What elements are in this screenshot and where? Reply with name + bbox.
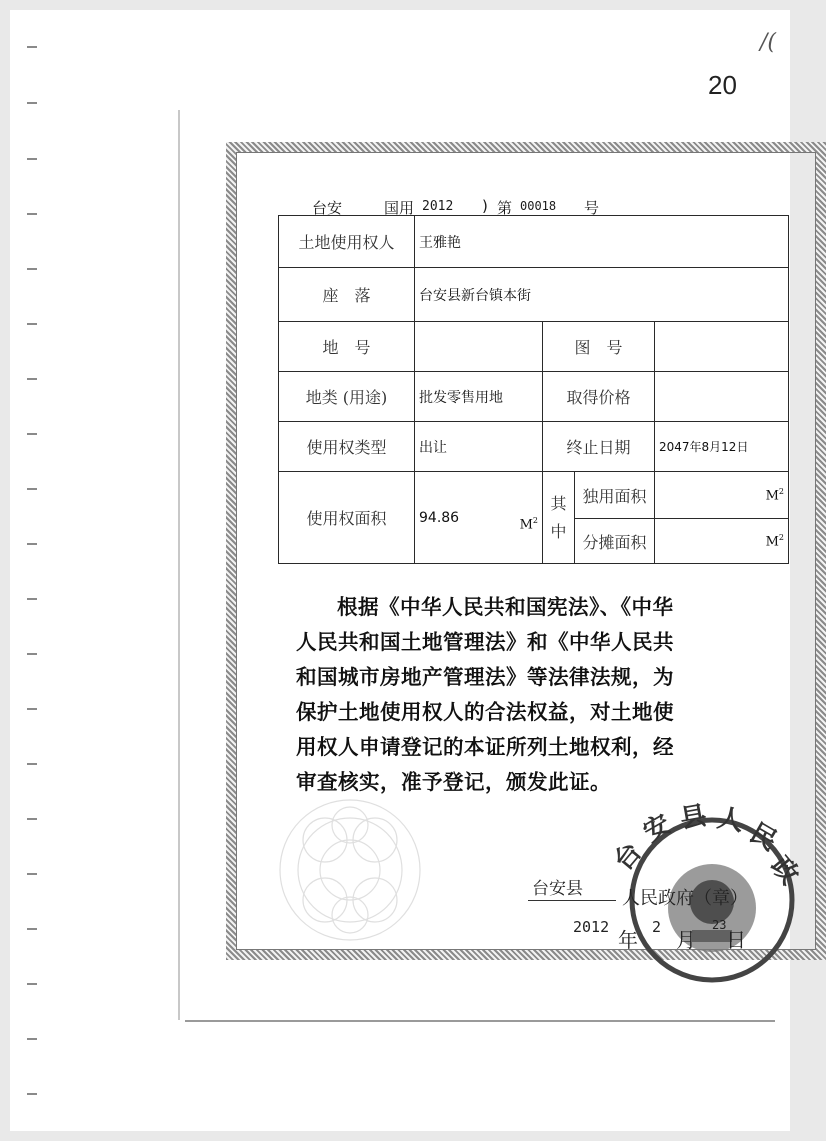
- holder-label: 土地使用权人: [279, 216, 415, 268]
- watermark-emblem: [270, 790, 430, 950]
- issue-month-cn: 月: [676, 928, 696, 952]
- map-no-label: 图 号: [543, 322, 655, 372]
- issue-year: 2012: [573, 918, 610, 936]
- statement-line: 根据《中华人民共和国宪法》、《中华: [337, 595, 674, 619]
- map-no-value: [655, 322, 789, 372]
- margin-tick: [27, 433, 37, 435]
- svg-text:安: 安: [638, 809, 677, 849]
- price-label: 取得价格: [543, 372, 655, 422]
- end-date-label: 终止日期: [543, 422, 655, 472]
- bottom-rule: [185, 1020, 775, 1022]
- land-type-value: 批发零售用地: [415, 372, 543, 422]
- cert-paren: ): [482, 197, 488, 215]
- svg-text:人: 人: [714, 803, 746, 838]
- margin-tick: [27, 873, 37, 875]
- cert-hao: 号: [584, 199, 600, 217]
- table-row: [279, 268, 789, 322]
- table-row: [279, 372, 789, 422]
- area-unit: $M^2$: [519, 516, 538, 533]
- of-which-2: 中: [550, 521, 567, 541]
- exclusive-area-cell: [655, 472, 789, 519]
- margin-tick: [27, 268, 37, 270]
- statement-line: 审查核实，准予登记，颁发此证。: [296, 770, 611, 794]
- certificate-statement: [296, 590, 766, 800]
- margin-tick: [27, 1093, 37, 1095]
- cert-number: 00018: [520, 199, 557, 213]
- cert-county: 台安: [312, 199, 343, 217]
- table-row: [279, 216, 789, 268]
- margin-tick: [27, 543, 37, 545]
- margin-tick: [27, 323, 37, 325]
- issuer-underline: [528, 900, 616, 901]
- margin-tick: [27, 158, 37, 160]
- right-type-label: 使用权类型: [279, 422, 415, 472]
- statement-line: 和国城市房地产管理法》等法律法规，为: [296, 665, 674, 689]
- left-rule: [178, 110, 180, 1020]
- margin-tick: [27, 763, 37, 765]
- margin-tick: [27, 213, 37, 215]
- area-label: 使用权面积: [279, 472, 415, 564]
- statement-line: 用权人申请登记的本证所列土地权利，经: [296, 735, 674, 759]
- table-row: [279, 322, 789, 372]
- margin-tick: [27, 653, 37, 655]
- table-row: [279, 472, 789, 519]
- margin-tick: [27, 488, 37, 490]
- margin-tick: [27, 598, 37, 600]
- area-value: 94.86: [419, 510, 460, 527]
- margin-tick: [27, 983, 37, 985]
- exclusive-area-unit: $M^2$: [765, 486, 784, 504]
- cert-year: 2012: [422, 199, 454, 214]
- margin-tick: [27, 46, 37, 48]
- location-label: 座 落: [279, 268, 415, 322]
- of-which-1: 其: [550, 493, 567, 513]
- margin-tick: [27, 818, 37, 820]
- official-seal: [608, 790, 805, 960]
- shared-area-label: 分摊面积: [575, 519, 655, 564]
- svg-text:县: 县: [678, 800, 709, 835]
- right-type-value: 出让: [415, 422, 543, 472]
- statement-line: 保护土地使用权人的合法权益，对土地使: [296, 700, 674, 724]
- margin-tick: [27, 928, 37, 930]
- cert-di: 第: [497, 199, 513, 217]
- page-number: 20: [708, 70, 737, 100]
- table-row: [279, 422, 789, 472]
- issue-year-cn: 年: [618, 928, 638, 952]
- land-info-table: [278, 215, 789, 564]
- end-date-value: 2047年8月12日: [655, 422, 789, 472]
- svg-text:民: 民: [744, 818, 783, 858]
- svg-text:台: 台: [608, 837, 649, 877]
- statement-line: 人民共和国土地管理法》和《中华人民共: [296, 630, 674, 654]
- price-value: [655, 372, 789, 422]
- issue-month: 2: [652, 918, 662, 936]
- margin-tick: [27, 1038, 37, 1040]
- issue-day: 23: [712, 918, 727, 932]
- holder-value: 王雅艳: [415, 216, 789, 268]
- shared-area-cell: [655, 519, 789, 564]
- land-type-label: 地类 (用途): [279, 372, 415, 422]
- issuer-government: 人民政府（章）: [622, 888, 748, 909]
- parcel-no-label: 地 号: [279, 322, 415, 372]
- margin-tick: [27, 102, 37, 104]
- location-value: 台安县新台镇本街: [415, 268, 789, 322]
- exclusive-area-label: 独用面积: [575, 472, 655, 519]
- margin-tick: [27, 708, 37, 710]
- of-which-cell: [543, 472, 575, 564]
- parcel-no-value: [415, 322, 543, 372]
- issue-day-cn: 日: [726, 928, 746, 952]
- shared-area-unit: $M^2$: [765, 532, 784, 550]
- corner-mark: /(: [760, 30, 776, 55]
- issuer-county: 台安县: [532, 879, 583, 899]
- cert-prefix: 国用: [384, 199, 415, 217]
- area-cell: [415, 472, 543, 564]
- margin-tick: [27, 378, 37, 380]
- svg-text:政: 政: [764, 851, 805, 891]
